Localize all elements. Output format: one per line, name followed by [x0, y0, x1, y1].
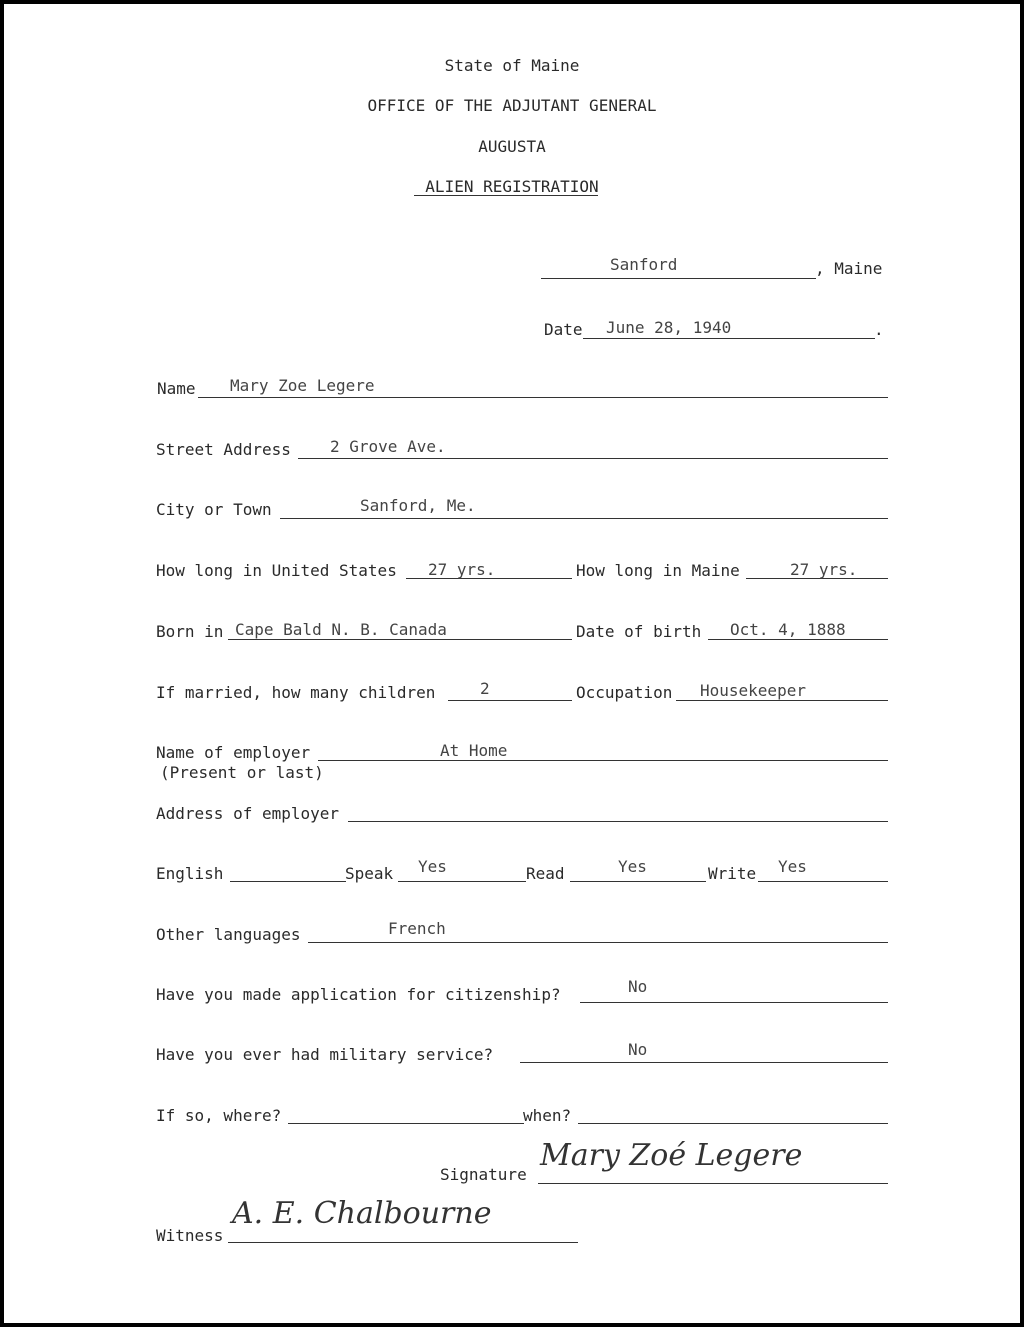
- form-title: ALIEN REGISTRATION: [425, 177, 599, 196]
- town-line: [541, 278, 816, 279]
- date-end: .: [874, 320, 884, 339]
- where-line: [288, 1123, 524, 1124]
- other-languages-line: [308, 942, 888, 943]
- city-label: City or Town: [156, 500, 272, 519]
- street-line: [298, 458, 888, 459]
- where-label: If so, where?: [156, 1106, 282, 1125]
- children-value[interactable]: 2: [480, 679, 490, 698]
- signature-handwritten[interactable]: Mary Zoé Legere: [540, 1138, 803, 1173]
- write-line: [758, 881, 888, 882]
- english-line: [230, 881, 346, 882]
- how-long-us-label: How long in United States: [156, 561, 397, 580]
- street-label: Street Address: [156, 440, 291, 459]
- when-label: when?: [523, 1106, 572, 1125]
- citizenship-label: Have you made application for citizenship?: [156, 985, 561, 1004]
- signature-line: [538, 1183, 888, 1184]
- children-line: [448, 700, 572, 701]
- signature-label: Signature: [440, 1165, 527, 1184]
- speak-value[interactable]: Yes: [418, 857, 447, 876]
- military-line: [520, 1062, 888, 1063]
- date-label: Date: [544, 320, 583, 339]
- header-state: State of Maine: [444, 56, 580, 75]
- name-label: Name: [157, 379, 196, 398]
- citizenship-line: [580, 1002, 888, 1003]
- speak-label: Speak: [345, 864, 394, 883]
- born-in-label: Born in: [156, 622, 224, 641]
- employer-value[interactable]: At Home: [440, 741, 508, 760]
- military-value[interactable]: No: [628, 1040, 648, 1059]
- form-title-underline: [414, 195, 598, 196]
- city-line: [280, 518, 888, 519]
- name-value[interactable]: Mary Zoe Legere: [230, 376, 375, 395]
- witness-line: [228, 1242, 578, 1243]
- speak-line: [398, 881, 526, 882]
- street-value[interactable]: 2 Grove Ave.: [330, 437, 446, 456]
- occupation-label: Occupation: [576, 683, 673, 702]
- other-languages-value[interactable]: French: [388, 919, 446, 938]
- employer-address-label: Address of employer: [156, 804, 340, 823]
- header-office: OFFICE OF THE ADJUTANT GENERAL: [367, 96, 657, 115]
- citizenship-value[interactable]: No: [628, 977, 648, 996]
- other-languages-label: Other languages: [156, 925, 301, 944]
- occupation-value[interactable]: Housekeeper: [700, 681, 806, 700]
- witness-label: Witness: [156, 1226, 224, 1245]
- write-value[interactable]: Yes: [778, 857, 807, 876]
- state-suffix: , Maine: [815, 259, 883, 278]
- employer-line: [318, 760, 888, 761]
- employer-address-line: [348, 821, 888, 822]
- read-value[interactable]: Yes: [618, 857, 647, 876]
- date-line: [583, 338, 875, 339]
- witness-handwritten[interactable]: A. E. Chalbourne: [232, 1196, 492, 1231]
- how-long-us-value[interactable]: 27 yrs.: [428, 560, 496, 579]
- read-line: [570, 881, 706, 882]
- dob-value[interactable]: Oct. 4, 1888: [730, 620, 846, 639]
- how-long-maine-label: How long in Maine: [576, 561, 740, 580]
- date-value[interactable]: June 28, 1940: [606, 318, 732, 337]
- employer-sublabel: (Present or last): [160, 763, 324, 782]
- write-label: Write: [708, 864, 757, 883]
- city-value[interactable]: Sanford, Me.: [360, 496, 476, 515]
- header-city: AUGUSTA: [478, 137, 546, 156]
- children-label: If married, how many children: [156, 683, 436, 702]
- english-label: English: [156, 864, 224, 883]
- military-label: Have you ever had military service?: [156, 1045, 494, 1064]
- town-value[interactable]: Sanford: [610, 255, 678, 274]
- read-label: Read: [526, 864, 565, 883]
- when-line: [578, 1123, 888, 1124]
- dob-label: Date of birth: [576, 622, 702, 641]
- employer-label: Name of employer: [156, 743, 311, 762]
- born-in-value[interactable]: Cape Bald N. B. Canada: [235, 620, 447, 639]
- how-long-maine-value[interactable]: 27 yrs.: [790, 560, 858, 579]
- name-line: [198, 397, 888, 398]
